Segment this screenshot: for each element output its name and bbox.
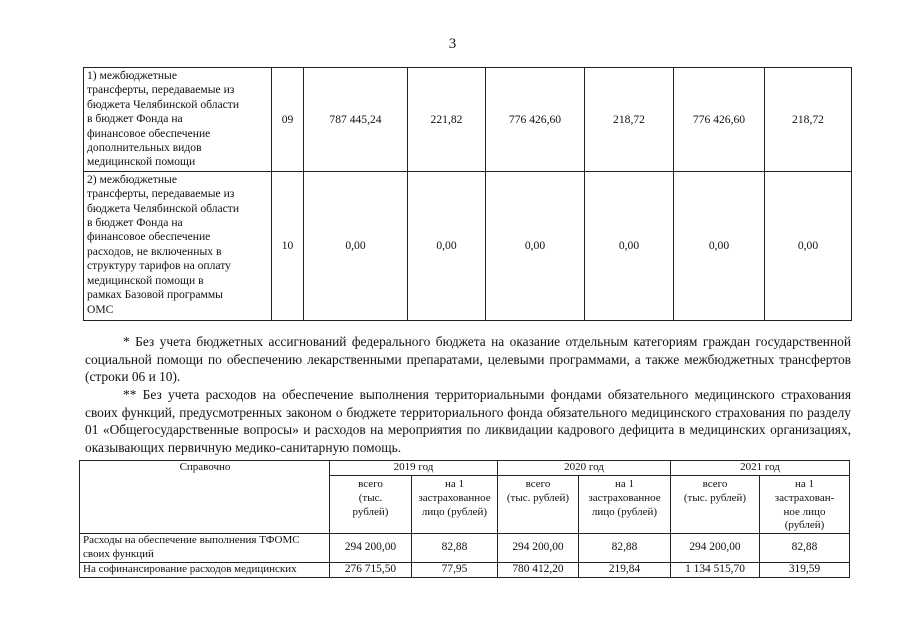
year-header: 2019 год (330, 461, 498, 476)
year-header: 2020 год (498, 461, 671, 476)
table-cell: 82,88 (412, 534, 498, 563)
subheader-cell: всего (тыс. рублей) (671, 476, 760, 534)
table-cell: 0,00 (765, 171, 852, 320)
table-cell: 218,72 (765, 68, 852, 172)
row-label: Расходы на обеспечение выполнения ТФОМС своих функций (80, 534, 330, 563)
header-label: Справочно (80, 461, 330, 534)
year-header: 2021 год (671, 461, 850, 476)
table-cell: 0,00 (408, 171, 486, 320)
table-cell: 0,00 (486, 171, 585, 320)
table-cell: 776 426,60 (674, 68, 765, 172)
subheader-cell: на 1 застрахован- ное лицо (рублей) (760, 476, 850, 534)
table-row (80, 534, 850, 563)
row-description: 2) межбюджетные трансферты, передаваемые из бюджета Челябинской области в бюджет Фонда на финансовое обеспечение расходов, не включенных в структуру тарифов на оплату медицинской помощи в рамках Базовой программы ОМС (84, 171, 272, 320)
row-label: На софинансирование расходов медицинских (80, 562, 330, 577)
table-cell: 780 412,20 (498, 562, 579, 577)
table-cell: 319,59 (760, 562, 850, 577)
table-row (84, 68, 852, 172)
table-row (80, 562, 850, 577)
table-cell: 276 715,50 (330, 562, 412, 577)
table-cell: 776 426,60 (486, 68, 585, 172)
table-cell: 1 134 515,70 (671, 562, 760, 577)
budget-table (83, 67, 852, 321)
subheader-cell: всего (тыс. рублей) (498, 476, 579, 534)
table-cell: 0,00 (585, 171, 674, 320)
table-cell: 294 200,00 (671, 534, 760, 563)
page-number: 3 (448, 36, 457, 52)
footnote-1: * Без учета бюджетных ассигнований федерального бюджета на оказание отдельным категориям граждан государственной социальной помощи по обеспечению лекарственными препаратами, целевыми программами, а также межбюджетных трансфертов (строки 06 и 10). (85, 334, 851, 385)
table-cell: 294 200,00 (498, 534, 579, 563)
table-cell: 218,72 (585, 68, 674, 172)
table-cell: 77,95 (412, 562, 498, 577)
table-cell: 82,88 (579, 534, 671, 563)
row-description: 1) межбюджетные трансферты, передаваемые из бюджета Челябинской области в бюджет Фонда на финансовое обеспечение дополнительных видов медицинской помощи (84, 68, 272, 172)
table-row (84, 171, 852, 320)
table-cell: 294 200,00 (330, 534, 412, 563)
subheader-cell: на 1 застрахованное лицо (рублей) (412, 476, 498, 534)
table-header-row (80, 461, 850, 476)
subheader-cell: всего (тыс. рублей) (330, 476, 412, 534)
table-cell: 82,88 (760, 534, 850, 563)
table-cell: 0,00 (304, 171, 408, 320)
table-cell: 219,84 (579, 562, 671, 577)
line-code: 10 (272, 171, 304, 320)
table-cell: 221,82 (408, 68, 486, 172)
footnote-2: ** Без учета расходов на обеспечение выполнения территориальными фондами обязательного медицинского страхования своих функций, предусмотренных законом о бюджете территориального фонда обязательного медицинского страхования по разделу 01 «Общегосударственные вопросы» и расходов на мероприятия по ликвидации кадрового дефицита в медицинских организациях, оказывающих первичную медико-санитарную помощь. (85, 387, 851, 455)
line-code: 09 (272, 68, 304, 172)
table-cell: 0,00 (674, 171, 765, 320)
reference-table (79, 460, 850, 578)
table-cell: 787 445,24 (304, 68, 408, 172)
subheader-cell: на 1 застрахованное лицо (рублей) (579, 476, 671, 534)
